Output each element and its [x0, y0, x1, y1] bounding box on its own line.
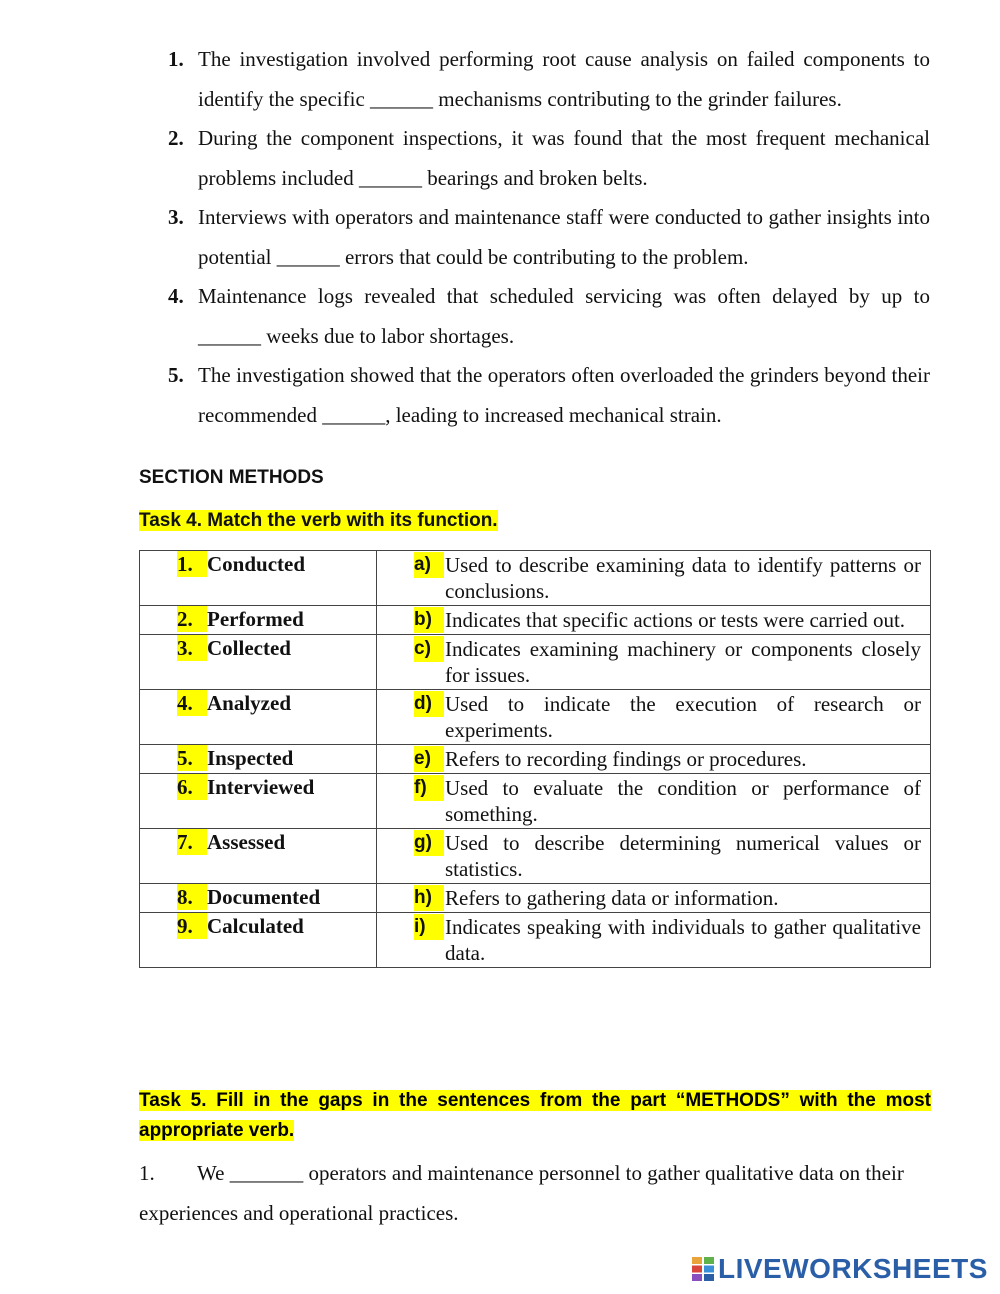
- verb-cell: [140, 745, 377, 774]
- function-text: Indicates that specific actions or tests were carried out.: [445, 608, 906, 632]
- question-item: [168, 198, 930, 277]
- question-text: The investigation showed that the operators often overloaded the grinders beyond their recommended ______, leading to increased mechanical strain.: [198, 363, 930, 427]
- task5-item-text: We _______ operators and maintenance personnel to gather qualitative data on their experiences and operational practices.: [139, 1161, 904, 1225]
- verb-label: Calculated: [207, 914, 304, 938]
- verb-number: 4.: [177, 690, 207, 716]
- task5-item: [139, 1154, 931, 1233]
- function-cell: [377, 829, 931, 884]
- verb-cell: [140, 551, 377, 606]
- function-text: Used to evaluate the condition or performance of something.: [445, 776, 921, 826]
- question-number: 5.: [168, 363, 184, 387]
- function-text: Refers to gathering data or information.: [445, 886, 779, 910]
- verb-number: 9.: [177, 913, 207, 939]
- function-cell: [377, 913, 931, 968]
- verb-label: Analyzed: [207, 691, 291, 715]
- verb-label: Documented: [207, 885, 321, 909]
- question-item: [168, 40, 930, 119]
- verb-label: Assessed: [207, 830, 286, 854]
- function-cell: [377, 551, 931, 606]
- liveworksheets-logo-icon: [692, 1257, 714, 1281]
- question-item: [168, 119, 930, 198]
- verb-label: Conducted: [207, 552, 306, 576]
- function-letter: a): [414, 552, 444, 578]
- function-letter: d): [414, 691, 444, 717]
- function-cell: [377, 606, 931, 635]
- question-number: 2.: [168, 126, 184, 150]
- verb-number: 8.: [177, 884, 207, 910]
- verb-number: 5.: [177, 745, 207, 771]
- verb-label: Interviewed: [207, 775, 315, 799]
- function-text: Used to indicate the execution of research or experiments.: [445, 692, 921, 742]
- verb-cell: [140, 829, 377, 884]
- question-text: During the component inspections, it was found that the most frequent mechanical problems included ______ bearings and broken belts.: [198, 126, 930, 190]
- verb-cell: [140, 635, 377, 690]
- table-row: [140, 551, 931, 606]
- table-row: [140, 606, 931, 635]
- function-cell: [377, 774, 931, 829]
- table-row: [140, 829, 931, 884]
- verb-number: 7.: [177, 829, 207, 855]
- task4-title: [139, 510, 498, 532]
- function-letter: b): [414, 607, 444, 633]
- verb-cell: [140, 690, 377, 745]
- task5-title: [139, 1086, 931, 1146]
- function-letter: e): [414, 746, 444, 772]
- function-cell: [377, 884, 931, 913]
- verb-label: Inspected: [207, 746, 294, 770]
- question-number: 4.: [168, 284, 184, 308]
- liveworksheets-logo: [692, 1252, 988, 1286]
- table-row: [140, 745, 931, 774]
- function-text: Used to describe determining numerical values or statistics.: [445, 831, 921, 881]
- verb-number: 3.: [177, 635, 207, 661]
- table-row: [140, 635, 931, 690]
- table-row: [140, 884, 931, 913]
- function-cell: [377, 690, 931, 745]
- logo-text: LIVEWORKSHEETS: [718, 1253, 988, 1284]
- task4-title-text: Task 4. Match the verb with its function.: [139, 510, 498, 531]
- verb-cell: [140, 606, 377, 635]
- function-text: Used to describe examining data to identify patterns or conclusions.: [445, 553, 921, 603]
- section-title: SECTION METHODS: [139, 467, 324, 488]
- function-text: Indicates speaking with individuals to gather qualitative data.: [445, 915, 921, 965]
- verb-number: 6.: [177, 774, 207, 800]
- question-item: [168, 277, 930, 356]
- function-letter: c): [414, 636, 444, 662]
- verb-cell: [140, 884, 377, 913]
- question-number: 1.: [168, 47, 184, 71]
- function-letter: g): [414, 830, 444, 856]
- match-table: [139, 550, 931, 968]
- task5-item-number: 1.: [139, 1161, 155, 1185]
- question-text: Maintenance logs revealed that scheduled servicing was often delayed by up to ______ weeks due to labor shortages.: [198, 284, 930, 348]
- table-row: [140, 690, 931, 745]
- function-cell: [377, 745, 931, 774]
- verb-cell: [140, 774, 377, 829]
- question-item: [168, 356, 930, 435]
- verb-number: 1.: [177, 551, 207, 577]
- function-cell: [377, 635, 931, 690]
- function-letter: i): [414, 914, 444, 940]
- verb-label: Collected: [207, 636, 291, 660]
- function-letter: f): [414, 775, 444, 801]
- verb-cell: [140, 913, 377, 968]
- function-letter: h): [414, 885, 444, 911]
- verb-label: Performed: [207, 607, 304, 631]
- question-text: Interviews with operators and maintenance staff were conducted to gather insights into potential ______ errors that could be contributing to the problem.: [198, 205, 930, 269]
- table-row: [140, 774, 931, 829]
- question-number: 3.: [168, 205, 184, 229]
- table-row: [140, 913, 931, 968]
- question-text: The investigation involved performing root cause analysis on failed components to identify the specific ______ mechanisms contributing to the grinder failures.: [198, 47, 930, 111]
- task5-title-text: Task 5. Fill in the gaps in the sentences from the part “METHODS” with the most appropriate verb.: [139, 1090, 931, 1141]
- function-text: Refers to recording findings or procedures.: [445, 747, 807, 771]
- function-text: Indicates examining machinery or components closely for issues.: [445, 637, 921, 687]
- verb-number: 2.: [177, 606, 207, 632]
